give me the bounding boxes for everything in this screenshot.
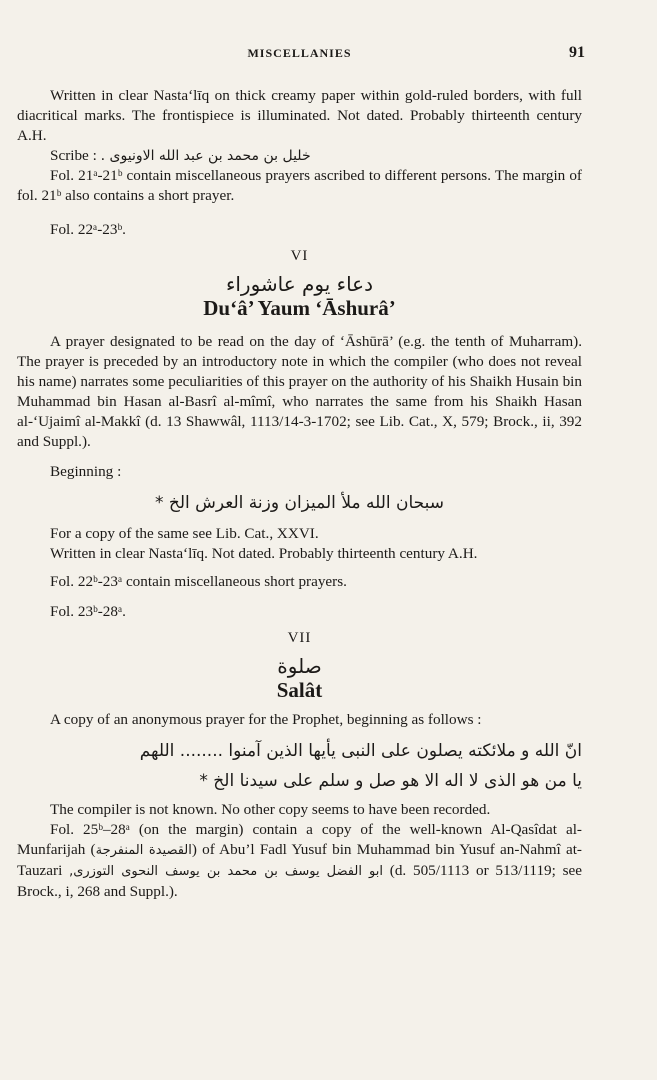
section-title-vii: Salât (276, 678, 323, 702)
compiler-note: The compiler is not known. No other copy seems to have been recorded. (50, 801, 491, 818)
folio-range-vi: Fol. 23ᵇ-28ᵃ. (50, 603, 126, 620)
section-title-vi: Du‘â’ Yaum ‘Āshurâ’ (203, 296, 396, 320)
arabic-prayer-line-1: انّ الله و ملائكته يصلون على النبى يأيها الذين آمنوا ........ اللهم (139, 741, 582, 761)
beginning-arabic: سبحان الله ملأ الميزان وزنة العرش الخ * (154, 493, 445, 513)
section-number-vi: VI (290, 248, 309, 264)
arabic-prayer-line-2: يا من هو الذى لا اله الا هو صل و سلم على سيدنا الخ * (199, 771, 582, 791)
folio-contents: Fol. 22ᵇ-23ᵃ contain miscellaneous short prayers. (50, 573, 347, 590)
qasida-text-c: (d. 505/1113 or 513/1119; see Brock., i, 268 and Suppl.). (17, 862, 583, 900)
copy-reference: For a copy of the same see Lib. Cat., XXVI. (50, 525, 319, 542)
section-number-vii: VII (287, 630, 312, 646)
qasida-text-a: Fol. 25ᵇ–28ᵃ (on the margin) contain a copy of the well-known Al-Qasîdat al-Munfarijah ( (17, 821, 582, 858)
section-arabic-title-vii: صلوة (277, 654, 322, 678)
section-arabic-title-vi: دعاء يوم عاشوراء (225, 272, 374, 296)
section-description-vii: A copy of an anonymous prayer for the Prophet, beginning as follows : (50, 711, 482, 728)
folio-range: Fol. 22ᵃ-23ᵇ. (50, 221, 126, 238)
beginning-label: Beginning : (50, 463, 122, 480)
description-paragraph: Written in clear Nasta‘līq on thick creamy paper within gold-ruled borders, with full diacritical marks. The frontispiece is illuminated. Not dated. Probably thirteenth century A.H. (17, 87, 582, 144)
scribe-label: Scribe : (50, 147, 97, 164)
author-arabic-name: ابو الفضل يوسف بن محمد بن يوسف النحوى التوزرى, (69, 864, 383, 879)
scribe-arabic: خليل بن محمد بن عبد الله الاونيوى . (100, 148, 311, 164)
folio-paragraph: Fol. 21ᵃ-21ᵇ contain miscellaneous prayers ascribed to different persons. The margin of fol. 21ᵇ also contains a short prayer. (17, 167, 582, 204)
qasida-text-b: ) of Abu’l Fadl Yusuf bin Muhammad bin Yusuf an-Nahmî at-Tauzari (17, 841, 582, 879)
qasida-arabic-title: القصيدة المنفرجة (95, 843, 192, 858)
scribe-line (17, 146, 582, 166)
script-note: Written in clear Nasta‘līq. Not dated. Probably thirteenth century A.H. (50, 545, 478, 562)
page-body (17, 86, 582, 902)
qasida-paragraph (17, 820, 582, 902)
running-title: MISCELLANIES (247, 46, 352, 60)
page-number: 91 (569, 44, 585, 61)
section-description-vi: A prayer designated to be read on the day of ‘Āshūrā’ (e.g. the tenth of Muharram). The prayer is preceded by an introductory note in which the compiler (who does not reveal his name) narrates some peculiarities of this prayer on the authority of his Shaikh Husain bin Muhammad bin Hasan al-Basrî al-mîmî, who narrates the same from his Shaikh Hasan al-‘Ujaimî al-Makkî (d. 13 Shawwâl, 1113/14-3-1702; see Lib. Cat., X, 579; Brock., ii, 392 and Suppl.). (17, 333, 582, 450)
